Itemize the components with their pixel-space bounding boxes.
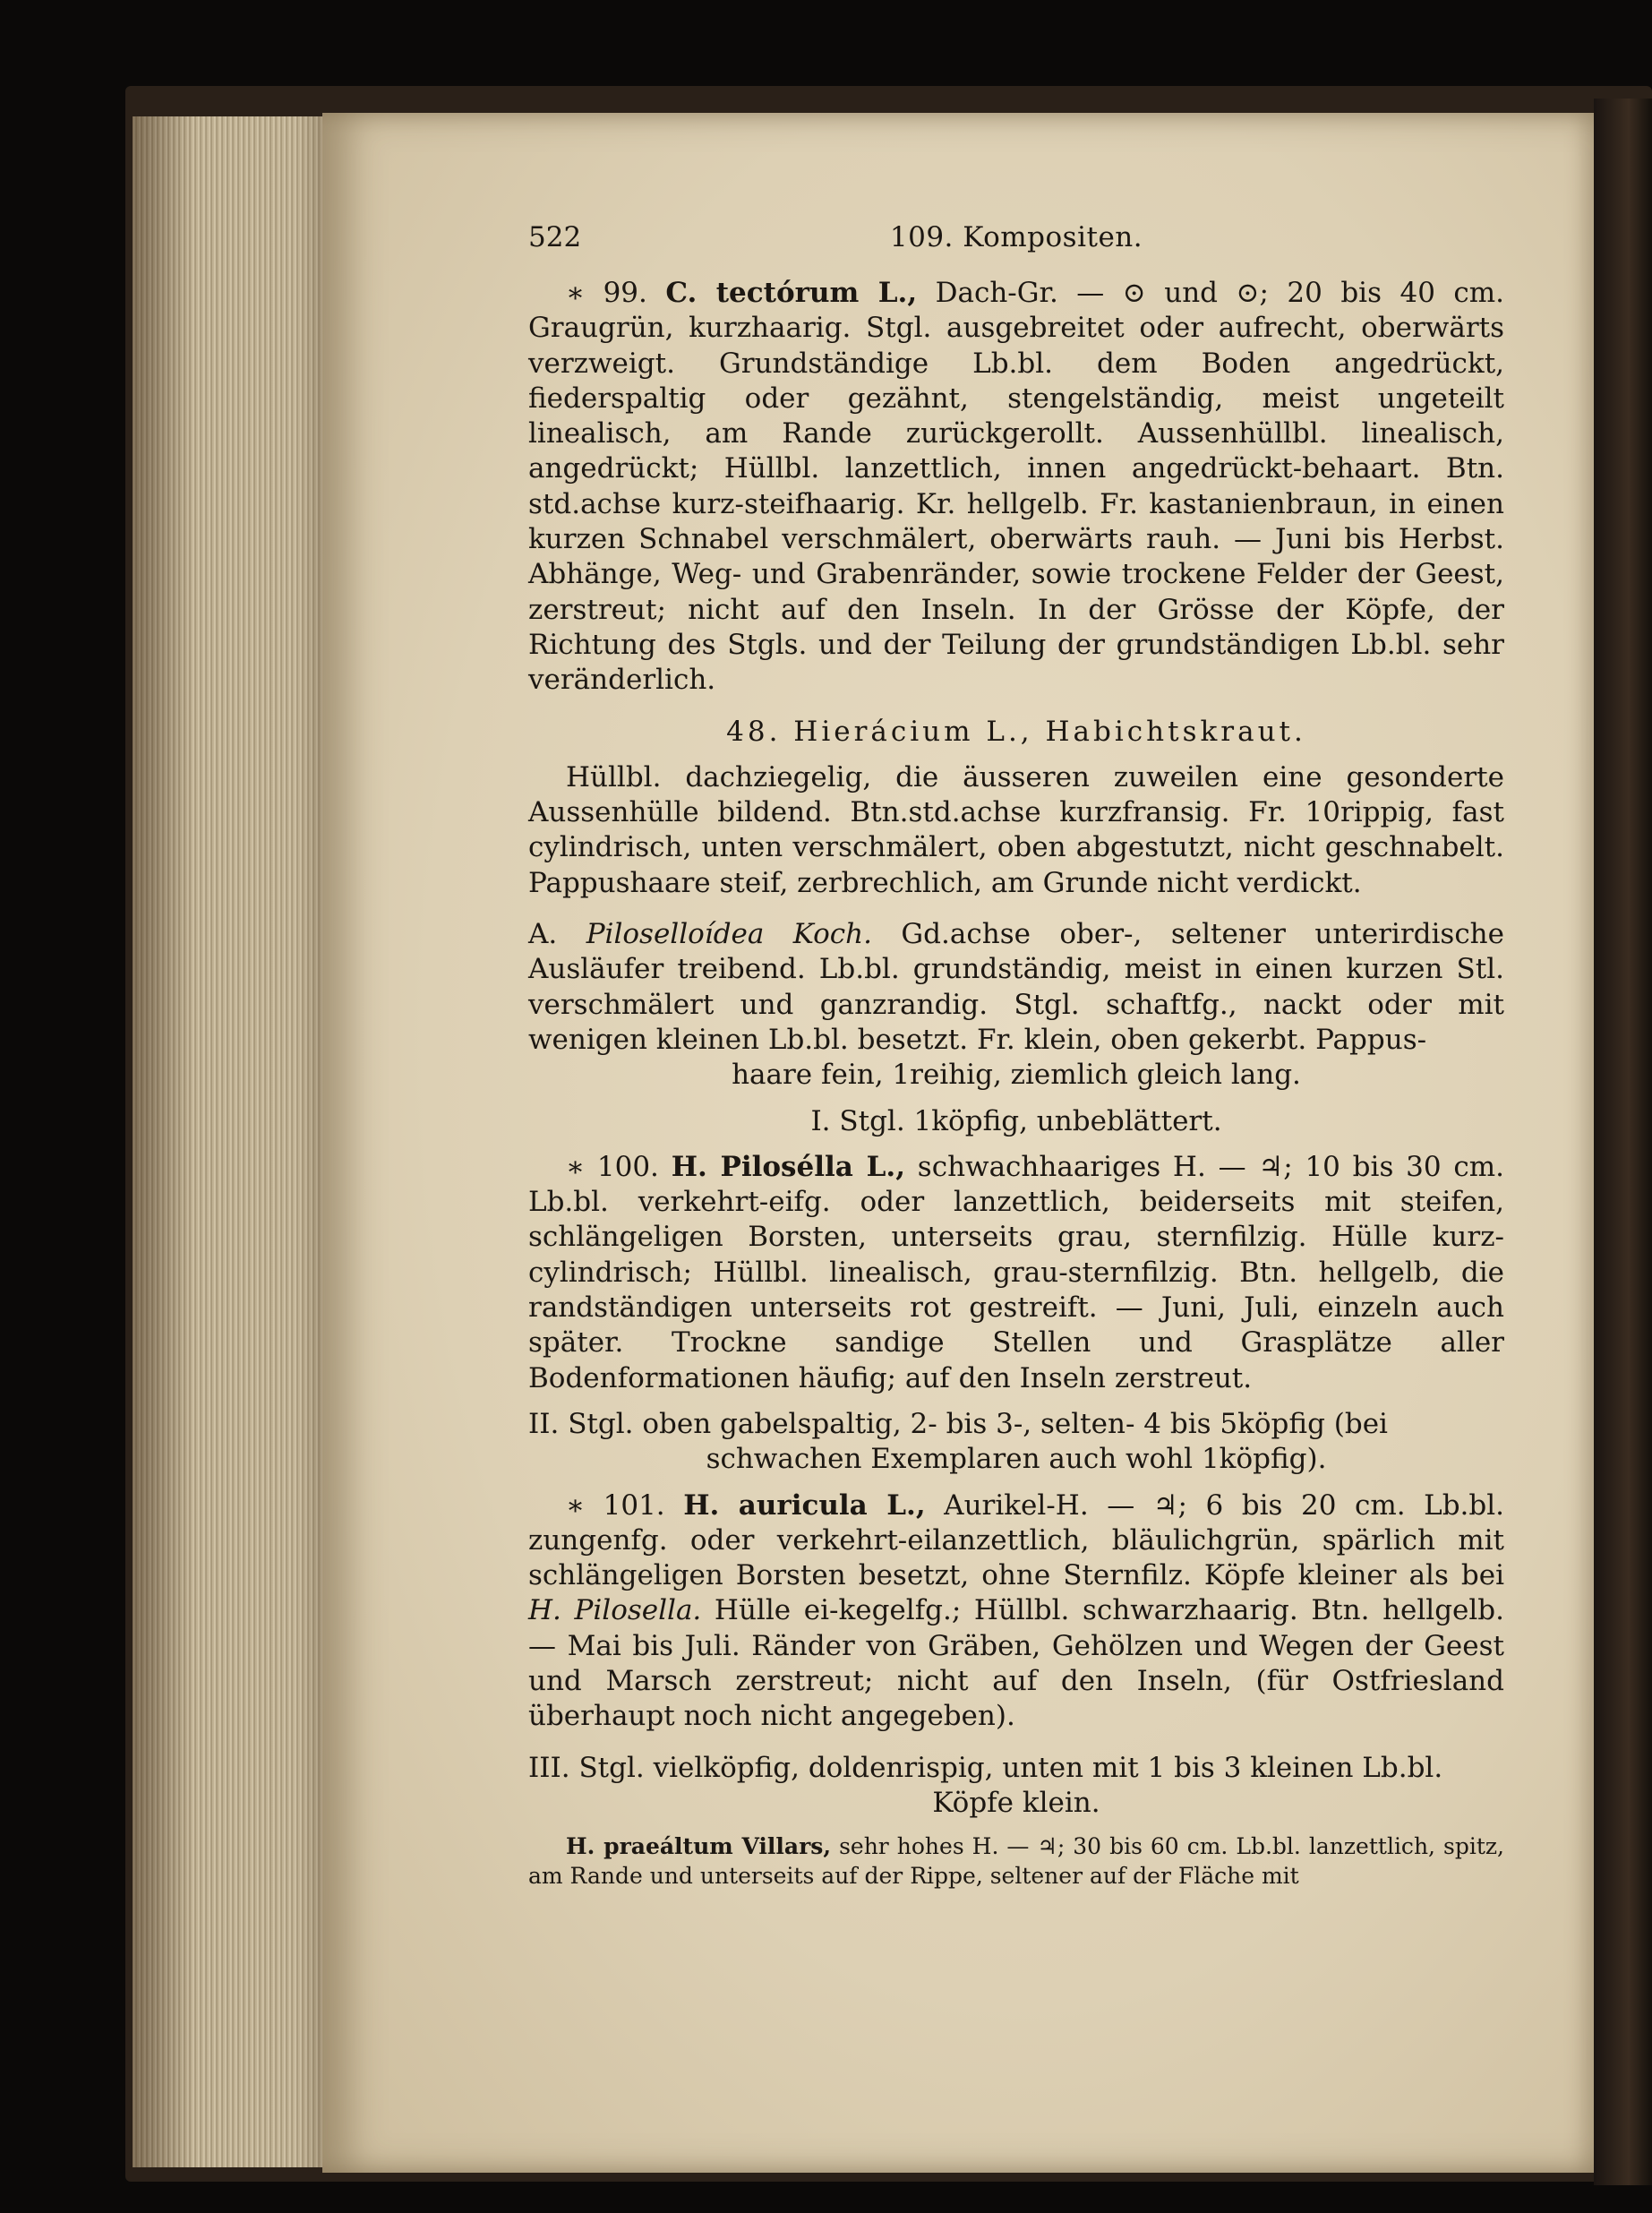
small-note	[528, 1831, 1504, 1891]
section-a	[528, 917, 1504, 1058]
star-mark: ∗	[566, 1488, 586, 1522]
entry-number: 101.	[603, 1488, 665, 1522]
running-title: 109. Kompositen.	[889, 221, 1143, 253]
entry-text-cont: Hülle ei-kegelfg.; Hüllbl. schwarzhaarig. Btn. hellgelb. — Mai bis Juli. Ränder von Gräben, Gehölzen und Wegen der Geest und Marsch zerstreut; nicht auf den Inseln, (für Ostfriesland überhaupt noch nicht angegeben).	[528, 1594, 1505, 1733]
note-text: sehr hohes H. — ♃; 30 bis 60 cm. Lb.bl. lanzettlich, spitz, am Rande und unterseits auf der Rippe, seltener auf der Fläche mit	[528, 1833, 1504, 1890]
note-species-name: H. praeáltum Villars,	[566, 1833, 832, 1860]
group-iii-line2: Köpfe klein.	[932, 1786, 1100, 1819]
species-name: C. tectórum L.,	[665, 277, 918, 309]
species-name: H. auricula L.,	[683, 1488, 926, 1522]
species-name: H. Pilosélla L.,	[671, 1150, 905, 1183]
book-page	[322, 113, 1594, 2173]
section-name: Piloselloídea Koch.	[586, 918, 872, 951]
group-ii-line2: schwachen Exemplaren auch wohl 1köpfig).	[706, 1443, 1327, 1476]
page-header	[528, 220, 1504, 260]
species-reference: H. Pilosella.	[528, 1594, 702, 1627]
group-iii-line1: III. Stgl. vielköpfig, doldenrispig, unten mit 1 bis 3 kleinen Lb.bl.	[528, 1751, 1443, 1784]
genus-title: 48. Hierácium L., Habichtskraut.	[726, 715, 1306, 748]
genus-heading	[528, 715, 1504, 750]
entry-text: Aurikel-H. — ♃; 6 bis 20 cm. Lb.bl. zungenfg. oder verkehrt-eilanzettlich, bläulichgrün, spärlich mit schlängeligen Borsten besetzt, ohne Sternfilz. Köpfe kleiner als bei	[528, 1488, 1505, 1592]
entry-99	[528, 276, 1504, 699]
entry-text: schwachhaariges H. — ♃; 10 bis 30 cm. Lb.bl. verkehrt-eifg. oder lanzettlich, beiderseits mit steifen, schlängeligen Borsten, unterseits grau, sternfilzig. Hülle kurz-cylindrisch; Hüllbl. linealisch, grau-sternfilzig. Btn. hellgelb, die randständigen unterseits rot gestreift. — Juni, Juli, einzeln auch später. Trockne sandige Stellen und Grasplätze aller Bodenformationen häufig; auf den Inseln zerstreut.	[528, 1150, 1504, 1394]
entry-100	[528, 1150, 1504, 1396]
group-ii-line1: II. Stgl. oben gabelspaltig, 2- bis 3-, selten- 4 bis 5köpfig (bei	[528, 1407, 1388, 1440]
genus-description: Hüllbl. dachziegelig, die äusseren zuweilen eine gesonderte Aussenhülle bildend. Btn.std.achse kurzfransig. Fr. 10rippig, fast cylindrisch, unten verschmälert, oben abgestutzt, nicht geschnabelt. Pappushaare steif, zerbrechlich, am Grunde nicht verdickt.	[528, 760, 1504, 899]
page-text	[528, 220, 1504, 1891]
entry-text: Dach-Gr. — ⊙ und ⊙; 20 bis 40 cm. Graugrün, kurzhaarig. Stgl. ausgebreitet oder aufrecht, oberwärts verzweigt. Grundständige Lb.bl. dem Boden angedrückt, fiederspaltig oder gezähnt, stengelständig, meist ungeteilt linealisch, am Rande zurückgerollt. Aussenhüllbl. linealisch, angedrückt; Hüllbl. lanzettlich, innen angedrückt-behaart. Btn. std.achse kurz-steifhaarig. Kr. hellgelb. Fr. kastanienbraun, in einen kurzen Schnabel verschmälert, oberwärts rauh. — Juni bis Herbst. Abhänge, Weg- und Grabenränder, sowie trockene Felder der Geest, zerstreut; nicht auf den Inseln. In der Grösse der Köpfe, der Richtung des Stgls. und der Teilung der grundständigen Lb.bl. sehr veränderlich.	[528, 277, 1505, 697]
section-label: A.	[528, 918, 558, 951]
entry-number: 99.	[603, 277, 647, 309]
page-number: 522	[528, 221, 582, 253]
section-a-end: haare fein, 1reihig, ziemlich gleich lang.	[732, 1059, 1301, 1092]
section-text: Gd.achse ober-, seltener unterirdische Ausläufer treibend. Lb.bl. grundständig, meist in einen kurzen Stl. verschmälert und ganzrandig. Stgl. schaftfg., nackt oder mit wenigen kleinen Lb.bl. besetzt. Fr. klein, oben gekerbt. Pappus-	[528, 918, 1504, 1056]
star-mark: ∗	[566, 277, 586, 309]
group-i: I. Stgl. 1köpfig, unbeblättert.	[810, 1104, 1222, 1137]
book-spine-right	[1594, 99, 1652, 2185]
entry-number: 100.	[596, 1150, 659, 1183]
entry-101	[528, 1488, 1504, 1735]
star-mark: ∗	[566, 1150, 586, 1183]
page-edges	[133, 116, 340, 2167]
